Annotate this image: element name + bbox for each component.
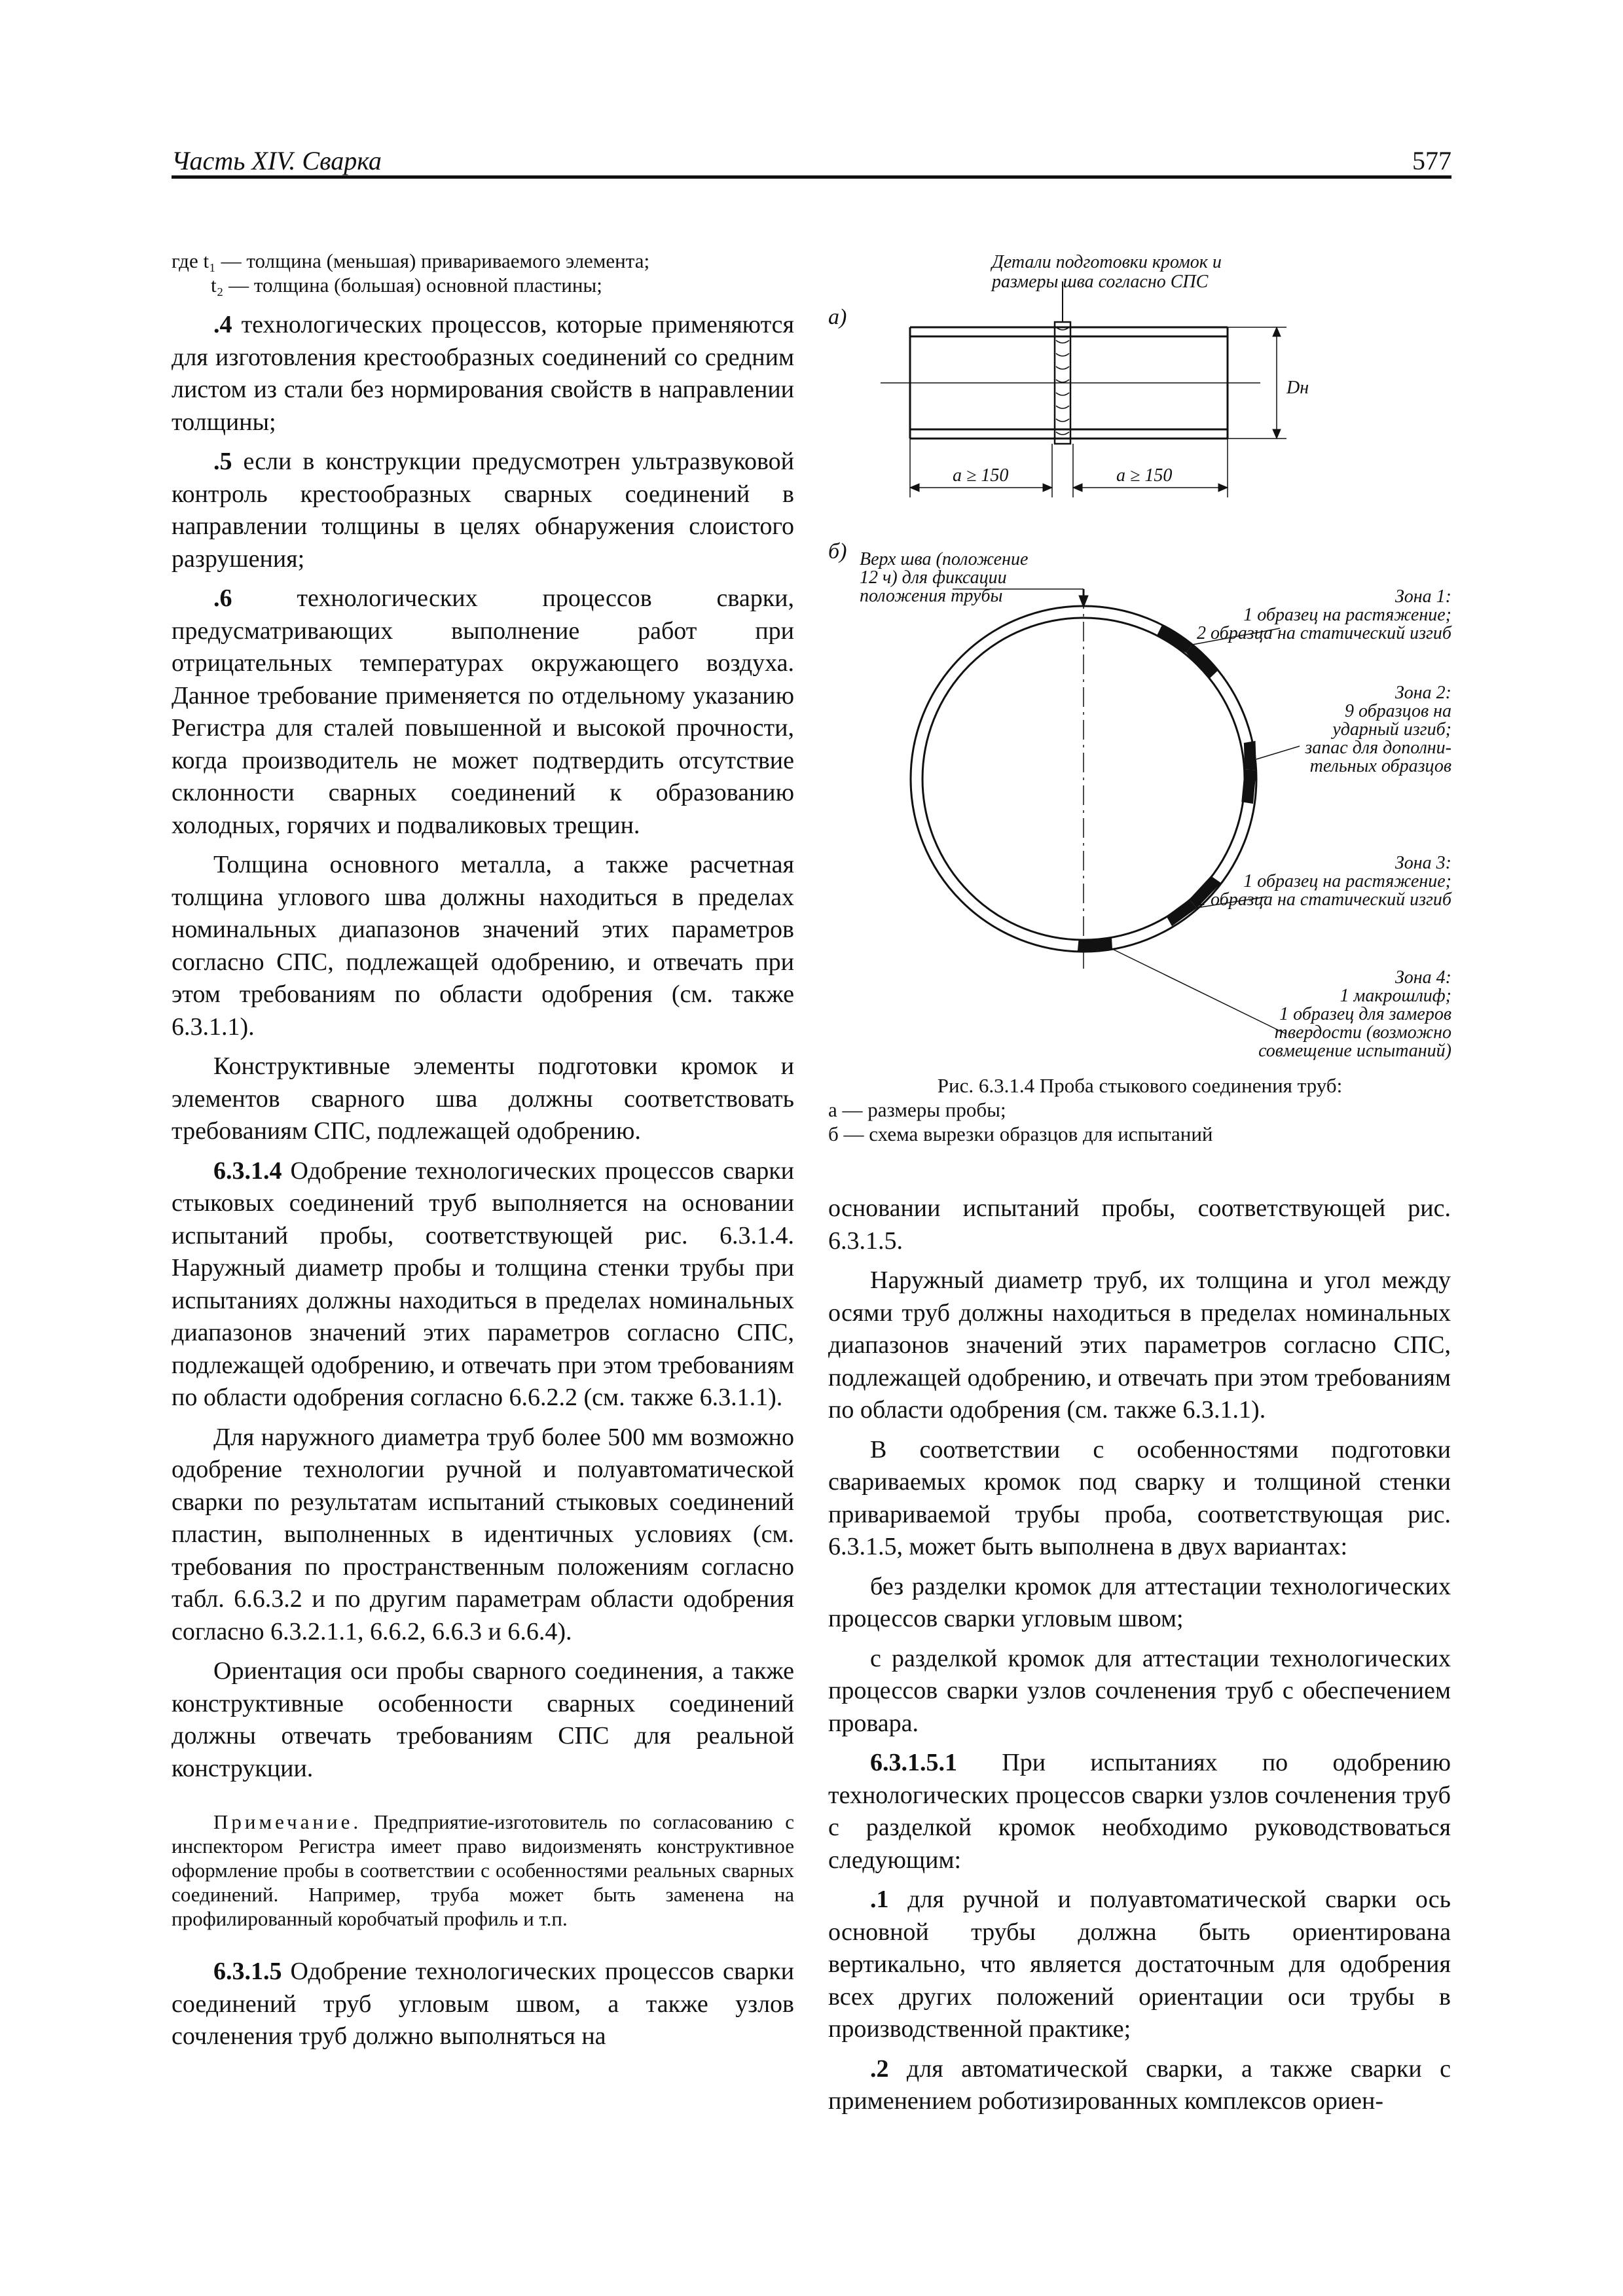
paragraph-diameter: Для наружного диаметра труб более 500 мм возможно одобрение технологии ручной и полуавтоматической сварки по результатам испытаний стыковых соединений пластин, выполненных в идентичных условиях (см. требования по пространственным положениям согласно табл. 6.6.3.2 и по другим параметрам области одобрения согласно 6.3.2.1.1, 6.6.2, 6.6.3 и 6.6.4). [172, 1423, 794, 1645]
zone-3-line-3: 2 образца на статический изгиб [1197, 889, 1451, 910]
zone-2-note [1273, 684, 1451, 776]
section-6-3-1-5-1-text: При испытаниях по одобрению технологических процессов сварки узлов сочленения труб с разделкой кромок необходимо руководствоваться следующим: [828, 1749, 1451, 1874]
page-number: 577 [1412, 146, 1451, 175]
dimension-right-label: a ≥ 150 [1116, 465, 1173, 486]
zone-3-note [1195, 854, 1451, 909]
dimension-left-label: a ≥ 150 [953, 465, 1009, 486]
section-6-3-1-4 [172, 1155, 794, 1414]
section-6-3-1-5-1-number: 6.3.1.5.1 [870, 1749, 957, 1776]
item-6-number: .6 [213, 584, 232, 612]
top-weld-note-line-3: положения трубы [860, 586, 1003, 606]
right-item-1-text: для ручной и полуавтоматической сварки ось основной трубы должна быть ориентирована вертикально, что является достаточным для одобрения всех других положений ориентации оси трубы в производственной практике; [828, 1886, 1451, 2043]
section-6-3-1-5-number: 6.3.1.5 [213, 1958, 282, 1985]
paragraph-without-bevel: без разделки кромок для аттестации технологических процессов сварки угловым швом; [828, 1572, 1451, 1632]
note-label: Примечание. [213, 1810, 362, 1833]
figure-6-3-1-4 [828, 249, 1451, 1178]
zone-1-specimen-b [1186, 644, 1219, 679]
zone-2-line-4: запас для дополни- [1305, 738, 1451, 758]
figure-label-b: б) [828, 539, 847, 564]
zone-2-specimen-a [1244, 741, 1256, 770]
item-5 [172, 446, 794, 575]
where-line-2: t₂ — толщина (большая) основной пластины; [211, 274, 602, 296]
zone-4-line-5: совмещение испытаний) [1258, 1041, 1451, 1061]
left-column [172, 249, 794, 2060]
top-weld-note-line-1: Верх шва (положение [860, 549, 1029, 569]
weld-ripples [1056, 327, 1069, 435]
zone-3-line-2: 1 образец на растяжение; [1243, 871, 1451, 891]
header-rule [172, 175, 1451, 179]
note-text: Предприятие-изготовитель по согласованию с инспектором Регистра имеет право видоизменять конструктивное оформление пробы в соответствии с особенностями реальных сварных соединений. Например, труба может быть заменена на профилированный коробчатый профиль и т.п. [172, 1810, 794, 1930]
zone-1-note [1195, 588, 1451, 643]
zone-2-line-5: тельных образцов [1309, 756, 1451, 776]
figure-label-a: а) [828, 305, 847, 329]
right-item-2 [828, 2053, 1451, 2118]
caption-item-a: а — размеры пробы; [828, 1098, 1006, 1121]
paragraph-with-bevel: с разделкой кромок для аттестации технологических процессов сварки узлов сочленения труб с обеспечением провара. [828, 1644, 1451, 1737]
zone-2-line-2: 9 образцов на [1344, 701, 1451, 721]
zone-4-line-4: твердости (возможно [1274, 1022, 1451, 1043]
right-item-2-text: для автоматической сварки, а также сварки с применением роботизированных комплексов ориен- [828, 2054, 1451, 2115]
running-header-title: Часть XIV. Сварка [172, 146, 382, 175]
zone-4-specimen [1078, 938, 1112, 952]
zone-4-note [1221, 969, 1451, 1060]
paragraph-accordance: В соответствии с особенностями подготовки свариваемых кромок под сварку и толщиной стенки привариваемой трубы проба, соответствующая рис. 6.3.1.5, может быть выполнена в двух вариантах: [828, 1435, 1451, 1560]
item-4-number: .4 [213, 311, 232, 338]
paragraph-thickness: Толщина основного металла, а также расчетная толщина углового шва должны находиться в пределах номинальных диапазонов значений этих параметров согласно СПС, подлежащей одобрению, и отвечать при этом требованиям по области одобрения (см. также 6.3.1.1). [172, 851, 794, 1041]
section-6-3-1-5 [172, 1956, 794, 2053]
right-item-1 [828, 1884, 1451, 2046]
item-4 [172, 309, 794, 439]
zone-4-line-2: 1 макрошлиф; [1340, 986, 1451, 1006]
paragraph-elements: Конструктивные элементы подготовки кромок и элементов сварного шва должны соответствовать требованиям СПС, подлежащей одобрению. [172, 1052, 794, 1145]
zone-2-line-3: ударный изгиб; [1332, 719, 1451, 740]
section-6-3-1-5-text: Одобрение технологических процессов сварки соединений труб угловым швом, а также узлов сочленения труб должно выполняться на [172, 1958, 794, 2050]
paragraph-continued: основании испытаний пробы, соответствующей рис. 6.3.1.5. [828, 1194, 1451, 1255]
item-5-text: если в конструкции предусмотрен ультразвуковой контроль крестообразных сварных соединений в направлении толщины в целях обнаружения слоистого разрушения; [172, 448, 794, 573]
where-definitions [172, 249, 794, 297]
section-6-3-1-5-1 [828, 1747, 1451, 1876]
zone-1-specimen-a [1157, 625, 1193, 653]
right-item-1-number: .1 [870, 1886, 889, 1913]
figure-drawing [828, 249, 1451, 1073]
figure-top-note-line-2: размеры шва согласно СПС [992, 272, 1209, 292]
paragraph-orientation: Ориентация оси пробы сварного соединения, а также конструктивные особенности сварных соединений должны отвечать требованиям СПС для реальной конструкции. [172, 1657, 794, 1782]
zone-4-line-3: 1 образец для замеров [1279, 1004, 1451, 1024]
item-6 [172, 583, 794, 842]
item-5-number: .5 [213, 448, 232, 475]
right-column [828, 1193, 1451, 2125]
pipe-cross-section [911, 589, 1300, 1034]
item-4-text: технологических процессов, которые применяются для изготовления крестообразных соединений со средним листом из стали без нормирования свойств в направлении толщины; [172, 311, 794, 436]
pipe-specimen-drawing [881, 281, 1286, 497]
paragraph-outer-diameter: Наружный диаметр труб, их толщина и угол между осями труб должны находиться в пределах номинальных диапазонов значений этих параметров согласно СПС, подлежащей одобрению, и отвечать при этом требованиям по области одобрения (см. также 6.3.1.1). [828, 1266, 1451, 1424]
section-6-3-1-4-text: Одобрение технологических процессов сварки стыковых соединений труб выполняется на основании испытаний пробы, соответствующей рис. 6.3.1.4. Наружный диаметр пробы и толщина стенки трубы при испытаниях должны находиться в пределах номинальных диапазонов значений этих параметров согласно СПС, подлежащей одобрению, и отвечать при этом требованиям по области одобрения согласно 6.6.2.2 (см. также 6.3.1.1). [172, 1157, 794, 1411]
figure-top-note-line-1: Детали подготовки кромок и [992, 252, 1222, 272]
caption-title: Рис. 6.3.1.4 Проба стыкового соединения труб: [937, 1074, 1343, 1097]
top-weld-note-line-2: 12 ч) для фиксации [860, 567, 1007, 588]
caption-item-b: б — схема вырезки образцов для испытаний [828, 1122, 1213, 1145]
item-6-text: технологических процессов сварки, предусматривающих выполнение работ при отрицательных температурах окружающего воздуха. Данное требование применяется по отдельному указанию Регистра для сталей повышенной и высокой прочности, когда производитель не может подтвердить отсутствие склонности сварных соединений к образованию холодных, горячих и подваликовых трещин. [172, 584, 794, 839]
zone-3-title: Зона 3: [1395, 853, 1451, 873]
zone-4-title: Зона 4: [1395, 967, 1451, 988]
zone-1-line-3: 2 образца на статический изгиб [1197, 623, 1451, 643]
where-line-1: где t₁ — толщина (меньшая) привариваемого элемента; [172, 249, 650, 272]
diameter-label: Dн [1286, 378, 1309, 398]
section-6-3-1-4-number: 6.3.1.4 [213, 1157, 282, 1185]
right-item-2-number: .2 [870, 2054, 889, 2083]
zone-1-line-2: 1 образец на растяжение; [1243, 605, 1451, 625]
figure-caption [828, 1073, 1451, 1146]
zone-2-title: Зона 2: [1395, 683, 1451, 703]
zone-1-title: Зона 1: [1395, 586, 1451, 607]
note [172, 1810, 794, 1931]
